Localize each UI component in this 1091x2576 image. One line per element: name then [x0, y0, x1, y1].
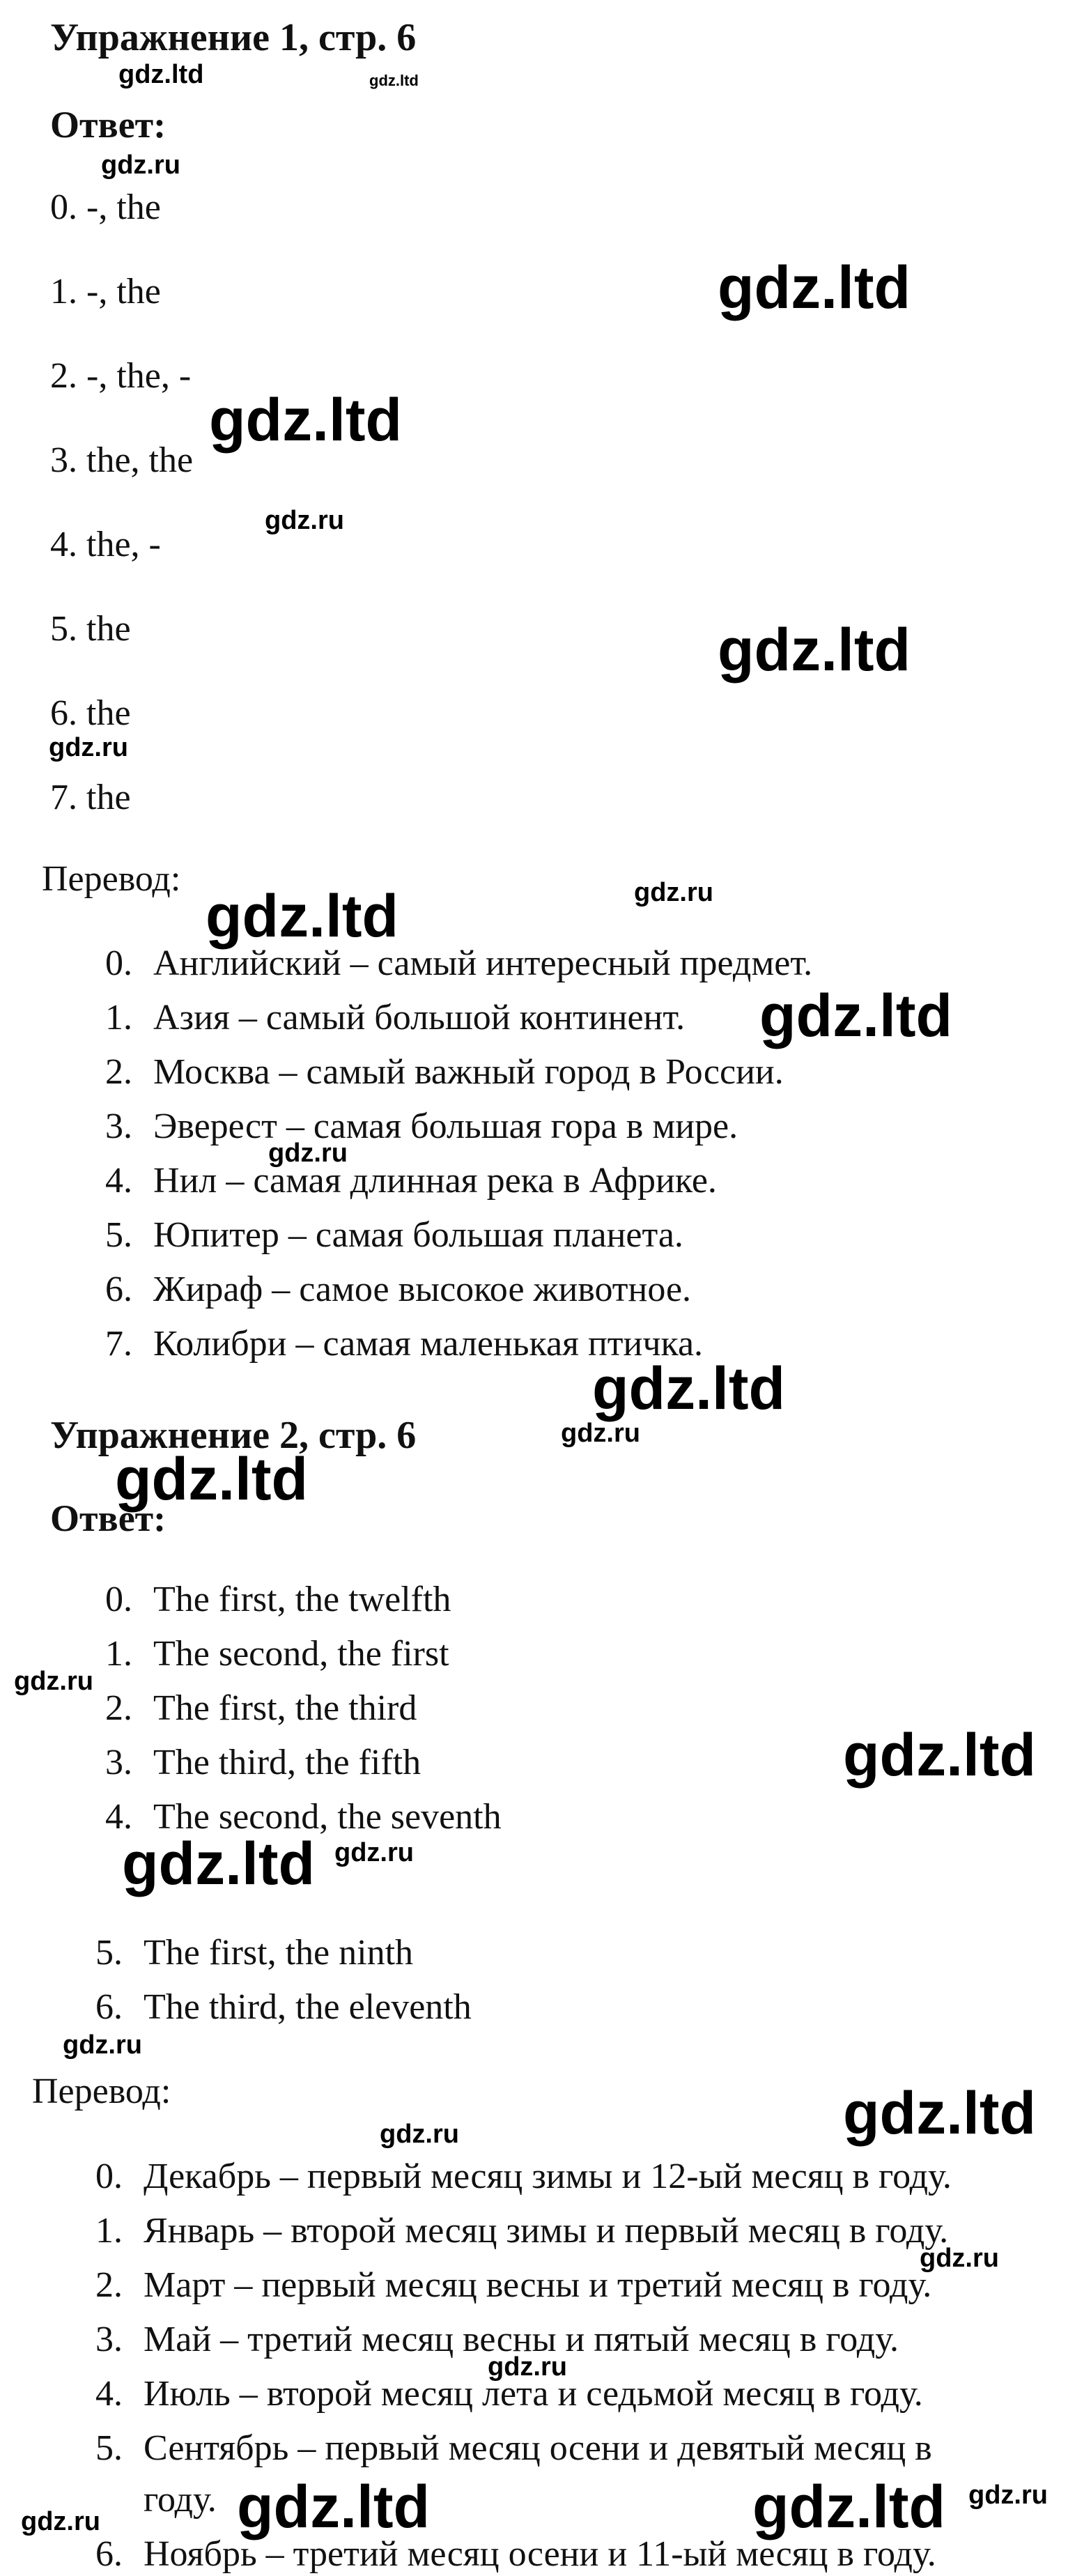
exercise-2-translation-label: Перевод: [32, 2072, 171, 2111]
item-number: 3. [95, 2320, 123, 2359]
item-text: Январь – второй месяц зимы и первый месяц в году. [144, 2211, 949, 2251]
exercise-1-answer-label: Ответ: [50, 104, 167, 146]
item-text: Ноябрь – третий месяц осени и 11-ый месяц в году. [144, 2534, 936, 2574]
item-number: 7. [105, 1324, 132, 1364]
item-number: 6. [95, 1987, 123, 2027]
item-text: The third, the fifth [153, 1743, 421, 1782]
item-number: 0. [95, 2157, 123, 2196]
item-number: 6. [95, 2534, 123, 2574]
watermark: gdz.ru [21, 2507, 100, 2536]
item-number: 0. [105, 1580, 132, 1619]
watermark: gdz.ltd [237, 2474, 431, 2540]
item-text: The second, the first [153, 1634, 449, 1674]
exercise-1-answer: 2. -, the, - [50, 356, 192, 396]
exercise-1-heading: Упражнение 1, стр. 6 [50, 16, 417, 59]
item-number: 2. [95, 2265, 123, 2305]
item-text: Колибри – самая маленькая птичка. [153, 1324, 704, 1364]
exercise-1-answer: 6. the [50, 693, 131, 733]
watermark: gdz.ltd [122, 1830, 316, 1897]
item-number: 6. [105, 1270, 132, 1309]
exercise-1-answer: 5. the [50, 609, 131, 649]
watermark: gdz.ru [380, 2120, 459, 2149]
item-number: 1. [105, 998, 132, 1038]
item-text: Жираф – самое высокое животное. [153, 1270, 692, 1309]
item-text: Март – первый месяц весны и третий месяц в году. [144, 2265, 932, 2305]
item-number: 4. [95, 2374, 123, 2414]
watermark: gdz.ru [49, 733, 128, 762]
watermark: gdz.ltd [118, 60, 204, 89]
item-number: 3. [105, 1106, 132, 1146]
item-number: 5. [95, 2428, 123, 2468]
watermark: gdz.ltd [843, 1722, 1037, 1789]
item-text: Эверест – самая большая гора в мире. [153, 1106, 738, 1146]
item-text: Июль – второй месяц лета и седьмой месяц в году. [144, 2374, 923, 2414]
exercise-2-heading: Упражнение 2, стр. 6 [50, 1414, 417, 1457]
watermark: gdz.ltd [115, 1446, 309, 1513]
exercise-1-answer: 4. the, - [50, 525, 161, 564]
item-text: Москва – самый важный город в России. [153, 1052, 784, 1092]
exercise-1-answer: 3. the, the [50, 440, 194, 480]
item-text: Май – третий месяц весны и пятый месяц в году. [144, 2320, 899, 2359]
watermark: gdz.ru [268, 1139, 348, 1168]
item-text: The first, the ninth [144, 1933, 414, 1973]
item-text: The third, the eleventh [144, 1987, 472, 2027]
item-text: Сентябрь – первый месяц осени и девятый месяц в [144, 2428, 932, 2468]
item-text: The first, the twelfth [153, 1580, 451, 1619]
item-number: 5. [105, 1215, 132, 1255]
item-number: 4. [105, 1161, 132, 1201]
item-text: Юпитер – самая большая планета. [153, 1215, 683, 1255]
watermark: gdz.ltd [752, 2474, 946, 2540]
item-text: The first, the third [153, 1688, 417, 1728]
watermark: gdz.ltd [369, 72, 419, 89]
watermark: gdz.ru [634, 878, 713, 907]
item-text: Английский – самый интересный предмет. [153, 943, 813, 983]
item-number: 0. [105, 943, 132, 983]
item-text: Декабрь – первый месяц зимы и 12-ый месяц в году. [144, 2157, 952, 2196]
exercise-1-answer: 7. the [50, 778, 131, 817]
item-number: 1. [105, 1634, 132, 1674]
item-number: 2. [105, 1688, 132, 1728]
watermark: gdz.ltd [209, 387, 403, 454]
watermark: gdz.ru [920, 2244, 999, 2273]
watermark: gdz.ru [968, 2481, 1048, 2510]
exercise-1-translation-label: Перевод: [42, 859, 181, 899]
exercise-2-answer-label: Ответ: [50, 1497, 167, 1539]
watermark: gdz.ltd [206, 883, 399, 950]
item-text: The second, the seventh [153, 1797, 502, 1837]
item-text: Нил – самая длинная река в Африке. [153, 1161, 717, 1201]
exercise-1-answer: 1. -, the [50, 272, 161, 311]
watermark: gdz.ru [265, 506, 344, 535]
exercise-1-answer: 0. -, the [50, 187, 161, 227]
watermark: gdz.ru [101, 151, 180, 180]
watermark: gdz.ru [561, 1419, 640, 1448]
watermark: gdz.ru [334, 1838, 414, 1867]
item-number: 1. [95, 2211, 123, 2251]
watermark: gdz.ltd [718, 254, 911, 321]
watermark: gdz.ltd [592, 1355, 786, 1422]
item-number: 4. [105, 1797, 132, 1837]
item-number: 3. [105, 1743, 132, 1782]
item-text: Азия – самый большой континент. [153, 998, 686, 1038]
item-number: 2. [105, 1052, 132, 1092]
watermark: gdz.ltd [843, 2080, 1037, 2147]
watermark: gdz.ru [488, 2352, 567, 2382]
item-number: 5. [95, 1933, 123, 1973]
item-text: году. [144, 2480, 217, 2520]
watermark: gdz.ltd [759, 982, 953, 1049]
watermark: gdz.ru [14, 1667, 93, 1696]
watermark: gdz.ru [63, 2030, 142, 2060]
watermark: gdz.ltd [718, 617, 911, 684]
